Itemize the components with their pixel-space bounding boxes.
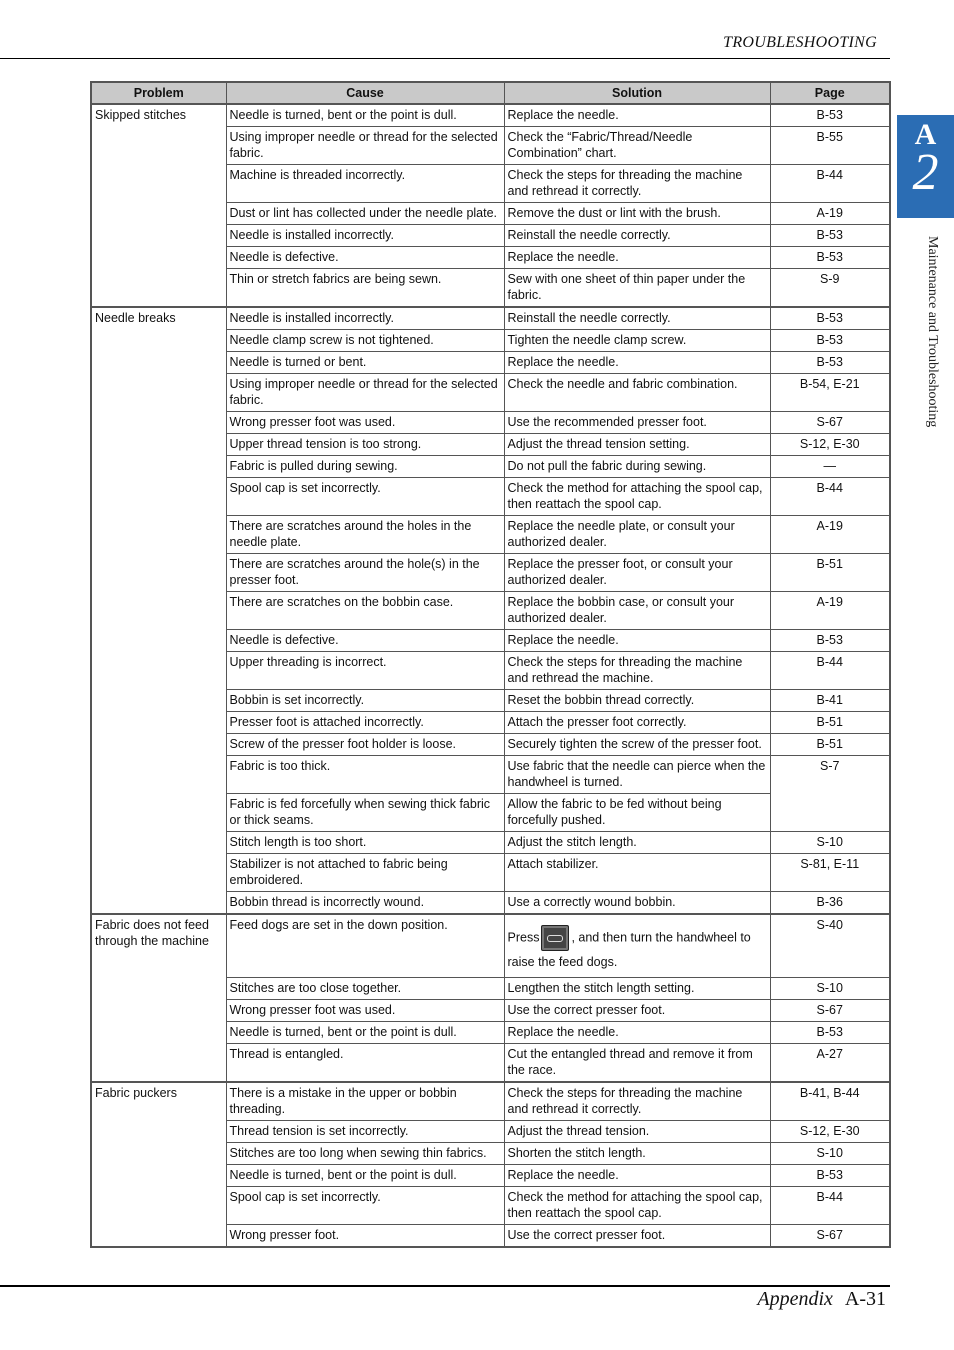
solution-cell: Replace the presser foot, or consult your authorized dealer.	[504, 554, 770, 592]
cause-cell: Wrong presser foot was used.	[226, 412, 504, 434]
solution-cell: Use fabric that the needle can pierce when the handwheel is turned.	[504, 756, 770, 794]
cause-cell: Needle is turned, bent or the point is dull.	[226, 1165, 504, 1187]
solution-cell: Check the “Fabric/Thread/Needle Combination” chart.	[504, 127, 770, 165]
cause-cell: There are scratches on the bobbin case.	[226, 592, 504, 630]
cause-cell: Machine is threaded incorrectly.	[226, 165, 504, 203]
page-footer	[757, 1288, 886, 1311]
solution-text-after: , and then turn the handwheel to raise the feed dogs.	[507, 930, 751, 969]
page-number: A-31	[844, 1288, 886, 1310]
page-cell: B-44	[770, 165, 890, 203]
cause-cell: Needle is turned, bent or the point is dull.	[226, 1022, 504, 1044]
cause-cell: There are scratches around the holes in the needle plate.	[226, 516, 504, 554]
page-cell: A-27	[770, 1044, 890, 1083]
cause-cell: Needle is turned or bent.	[226, 352, 504, 374]
page-cell: B-51	[770, 712, 890, 734]
page-cell: B-41, B-44	[770, 1082, 890, 1121]
cause-cell: There is a mistake in the upper or bobbin threading.	[226, 1082, 504, 1121]
solution-cell: Check the method for attaching the spool cap, then reattach the spool cap.	[504, 478, 770, 516]
troubleshooting-table	[90, 81, 891, 1248]
page-cell: A-19	[770, 516, 890, 554]
cause-cell: Thin or stretch fabrics are being sewn.	[226, 269, 504, 308]
page-cell: S-81, E-11	[770, 854, 890, 892]
solution-cell: Reinstall the needle correctly.	[504, 307, 770, 330]
solution-cell: Lengthen the stitch length setting.	[504, 978, 770, 1000]
cause-cell: Needle is installed incorrectly.	[226, 307, 504, 330]
page-cell: S-7	[770, 756, 890, 832]
cause-cell: Needle is installed incorrectly.	[226, 225, 504, 247]
page-cell: B-51	[770, 554, 890, 592]
page-cell: S-12, E-30	[770, 434, 890, 456]
solution-cell: Cut the entangled thread and remove it from the race.	[504, 1044, 770, 1083]
page-cell: B-53	[770, 352, 890, 374]
cause-cell: There are scratches around the hole(s) in the presser foot.	[226, 554, 504, 592]
page-cell: —	[770, 456, 890, 478]
cause-cell: Thread is entangled.	[226, 1044, 504, 1083]
solution-cell: Adjust the thread tension setting.	[504, 434, 770, 456]
cause-cell: Upper thread tension is too strong.	[226, 434, 504, 456]
chapter-tab-letter: A	[914, 118, 937, 151]
table-row	[91, 307, 890, 330]
solution-cell: Sew with one sheet of thin paper under the fabric.	[504, 269, 770, 308]
feed-dog-icon	[541, 925, 569, 951]
page-cell: B-54, E-21	[770, 374, 890, 412]
table-body	[91, 104, 890, 1247]
footer-rule	[0, 1285, 890, 1287]
page-cell: B-53	[770, 1165, 890, 1187]
chapter-side-label: Maintenance and Troubleshooting	[925, 236, 940, 428]
problem-cell: Fabric puckers	[91, 1082, 226, 1247]
page-cell: B-53	[770, 247, 890, 269]
page-cell: B-41	[770, 690, 890, 712]
cause-cell: Using improper needle or thread for the selected fabric.	[226, 374, 504, 412]
page-cell: B-53	[770, 630, 890, 652]
page-cell: S-10	[770, 832, 890, 854]
table-header-row	[91, 82, 890, 104]
page-cell: B-53	[770, 1022, 890, 1044]
column-header-page: Page	[770, 82, 890, 104]
cause-cell: Needle is defective.	[226, 630, 504, 652]
page-cell: S-9	[770, 269, 890, 308]
cause-cell: Bobbin is set incorrectly.	[226, 690, 504, 712]
page-cell: S-67	[770, 412, 890, 434]
solution-cell: Check the steps for threading the machine and rethread it correctly.	[504, 1082, 770, 1121]
cause-cell: Stitch length is too short.	[226, 832, 504, 854]
page-cell: B-44	[770, 652, 890, 690]
problem-cell: Needle breaks	[91, 307, 226, 914]
cause-cell: Spool cap is set incorrectly.	[226, 1187, 504, 1225]
cause-cell: Needle is defective.	[226, 247, 504, 269]
page-cell: A-19	[770, 592, 890, 630]
cause-cell: Thread tension is set incorrectly.	[226, 1121, 504, 1143]
cause-cell: Upper threading is incorrect.	[226, 652, 504, 690]
footer-section: Appendix	[757, 1288, 833, 1310]
solution-cell: Check the method for attaching the spool cap, then reattach the spool cap.	[504, 1187, 770, 1225]
cause-cell: Stitches are too long when sewing thin fabrics.	[226, 1143, 504, 1165]
solution-cell: Securely tighten the screw of the presser foot.	[504, 734, 770, 756]
solution-cell: Reinstall the needle correctly.	[504, 225, 770, 247]
page-cell: B-44	[770, 1187, 890, 1225]
solution-cell: Check the needle and fabric combination.	[504, 374, 770, 412]
page-cell: S-40	[770, 914, 890, 978]
solution-cell: Tighten the needle clamp screw.	[504, 330, 770, 352]
solution-cell: Replace the needle.	[504, 1165, 770, 1187]
solution-cell: Adjust the thread tension.	[504, 1121, 770, 1143]
cause-cell: Wrong presser foot was used.	[226, 1000, 504, 1022]
cause-cell: Presser foot is attached incorrectly.	[226, 712, 504, 734]
table-row	[91, 914, 890, 978]
page-cell: B-44	[770, 478, 890, 516]
solution-cell: Replace the needle.	[504, 104, 770, 127]
solution-cell	[504, 914, 770, 978]
table-row	[91, 1082, 890, 1121]
column-header-cause: Cause	[226, 82, 504, 104]
solution-cell: Replace the needle.	[504, 247, 770, 269]
cause-cell: Fabric is pulled during sewing.	[226, 456, 504, 478]
page-cell: S-67	[770, 1000, 890, 1022]
solution-cell: Replace the needle plate, or consult your authorized dealer.	[504, 516, 770, 554]
page-cell: S-12, E-30	[770, 1121, 890, 1143]
cause-cell: Screw of the presser foot holder is loose.	[226, 734, 504, 756]
cause-cell: Stitches are too close together.	[226, 978, 504, 1000]
solution-cell: Replace the needle.	[504, 352, 770, 374]
table-row	[91, 104, 890, 127]
cause-cell: Using improper needle or thread for the selected fabric.	[226, 127, 504, 165]
solution-cell: Replace the needle.	[504, 630, 770, 652]
page-cell: B-53	[770, 225, 890, 247]
cause-cell: Spool cap is set incorrectly.	[226, 478, 504, 516]
cause-cell: Wrong presser foot.	[226, 1225, 504, 1248]
cause-cell: Feed dogs are set in the down position.	[226, 914, 504, 978]
solution-cell: Attach stabilizer.	[504, 854, 770, 892]
solution-cell: Use a correctly wound bobbin.	[504, 892, 770, 915]
cause-cell: Fabric is too thick.	[226, 756, 504, 794]
solution-cell: Replace the needle.	[504, 1022, 770, 1044]
running-header: TROUBLESHOOTING	[723, 34, 877, 51]
cause-cell: Bobbin thread is incorrectly wound.	[226, 892, 504, 915]
page-cell: S-67	[770, 1225, 890, 1248]
solution-text-before: Press	[507, 930, 540, 945]
column-header-problem: Problem	[91, 82, 226, 104]
page-cell: A-19	[770, 203, 890, 225]
solution-cell: Check the steps for threading the machine and rethread the machine.	[504, 652, 770, 690]
solution-cell: Adjust the stitch length.	[504, 832, 770, 854]
solution-cell: Reset the bobbin thread correctly.	[504, 690, 770, 712]
solution-cell: Attach the presser foot correctly.	[504, 712, 770, 734]
chapter-tab	[897, 115, 954, 218]
solution-cell: Use the correct presser foot.	[504, 1225, 770, 1248]
solution-cell: Check the steps for threading the machine and rethread it correctly.	[504, 165, 770, 203]
chapter-tab-number: 2	[912, 144, 939, 201]
page-cell: S-10	[770, 1143, 890, 1165]
header-rule	[0, 58, 890, 59]
solution-cell: Use the correct presser foot.	[504, 1000, 770, 1022]
problem-cell: Fabric does not feed through the machine	[91, 914, 226, 1082]
page-cell: B-53	[770, 307, 890, 330]
page-cell: B-53	[770, 104, 890, 127]
solution-cell: Allow the fabric to be fed without being forcefully pushed.	[504, 794, 770, 832]
page-cell: B-55	[770, 127, 890, 165]
page-cell: B-53	[770, 330, 890, 352]
solution-cell: Remove the dust or lint with the brush.	[504, 203, 770, 225]
page-cell: B-51	[770, 734, 890, 756]
solution-cell: Do not pull the fabric during sewing.	[504, 456, 770, 478]
cause-cell: Stabilizer is not attached to fabric being embroidered.	[226, 854, 504, 892]
page-cell: B-36	[770, 892, 890, 915]
solution-cell: Shorten the stitch length.	[504, 1143, 770, 1165]
cause-cell: Needle clamp screw is not tightened.	[226, 330, 504, 352]
solution-cell: Replace the bobbin case, or consult your authorized dealer.	[504, 592, 770, 630]
column-header-solution: Solution	[504, 82, 770, 104]
solution-cell: Use the recommended presser foot.	[504, 412, 770, 434]
cause-cell: Dust or lint has collected under the needle plate.	[226, 203, 504, 225]
page-cell: S-10	[770, 978, 890, 1000]
problem-cell: Skipped stitches	[91, 104, 226, 307]
cause-cell: Fabric is fed forcefully when sewing thick fabric or thick seams.	[226, 794, 504, 832]
cause-cell: Needle is turned, bent or the point is dull.	[226, 104, 504, 127]
